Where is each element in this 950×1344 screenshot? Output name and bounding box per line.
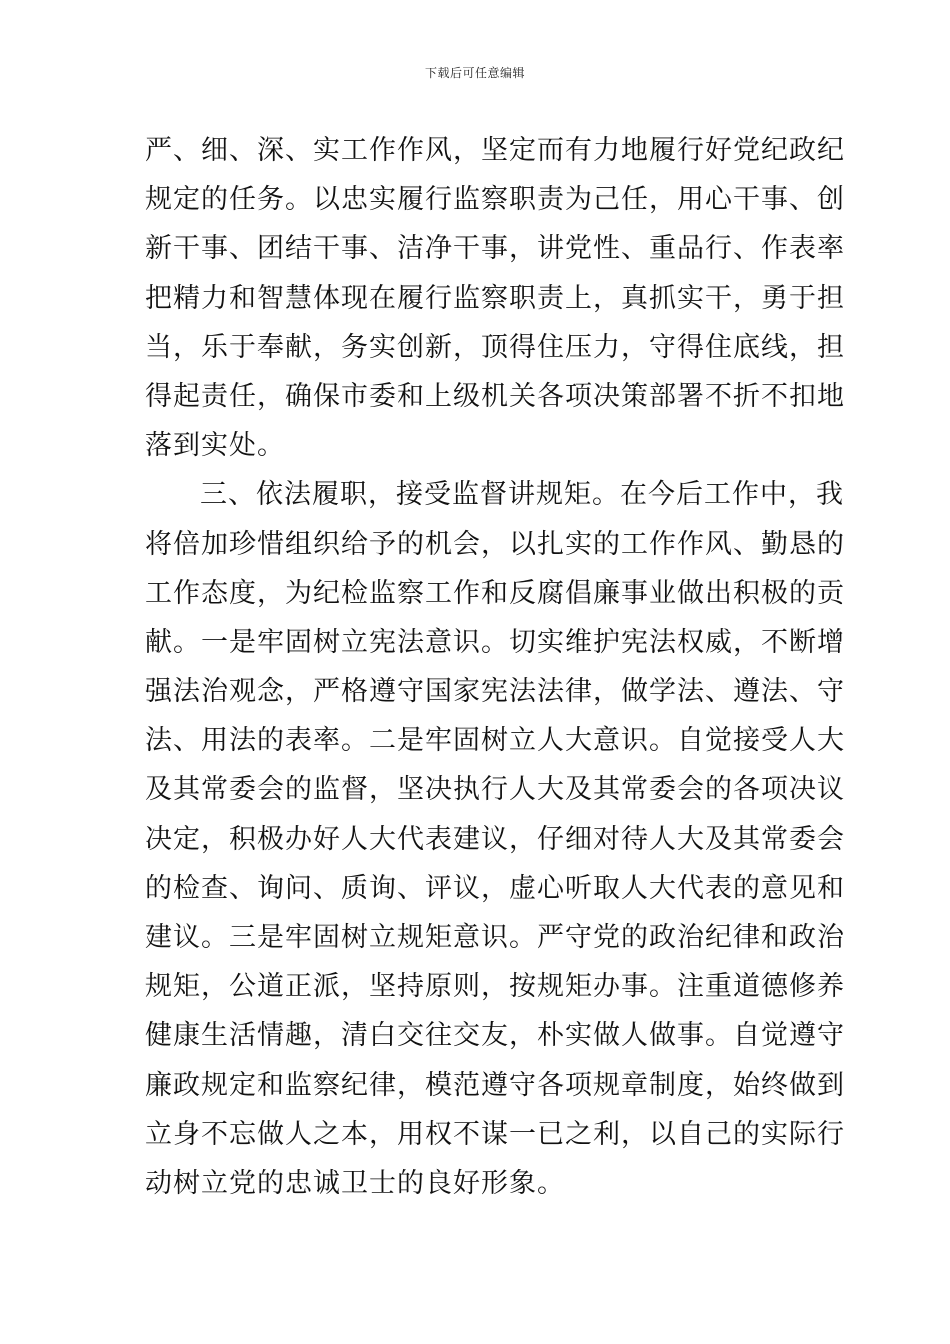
page-header: 下载后可任意编辑 <box>424 66 525 80</box>
text-line: 将倍加珍惜组织给予的机会，以扎实的工作作风、勤恳的 <box>145 528 845 560</box>
text-line: 规定的任务。以忠实履行监察职责为己任，用心干事、创 <box>145 184 845 216</box>
text-line: 决定，积极办好人大代表建议，仔细对待人大及其常委会 <box>145 823 845 855</box>
text-line: 建议。三是牢固树立规矩意识。严守党的政治纪律和政治 <box>145 922 845 953</box>
paragraph-2 <box>145 470 845 1208</box>
text-line: 动树立党的忠诚卫士的良好形象。 <box>145 1167 565 1199</box>
text-line: 健康生活情趣，清白交往交友，朴实做人做事。自觉遵守 <box>145 1020 845 1052</box>
text-line: 工作态度，为纪检监察工作和反腐倡廉事业做出积极的贡 <box>145 577 845 609</box>
document-body <box>145 126 845 1208</box>
text-line: 规矩，公道正派，坚持原则，按规矩办事。注重道德修养 <box>145 971 845 1003</box>
text-line: 新干事、团结干事、洁净干事，讲党性、重品行、作表率 <box>145 233 845 265</box>
text-line: 强法治观念，严格遵守国家宪法法律，做学法、遵法、守 <box>145 676 845 708</box>
text-line: 严、细、深、实工作作风，坚定而有力地履行好党纪政纪 <box>145 135 845 166</box>
text-line: 当，乐于奉献，务实创新，顶得住压力，守得住底线，担 <box>145 331 845 363</box>
paragraph-1 <box>145 126 845 470</box>
text-line: 及其常委会的监督，坚决执行人大及其常委会的各项决议 <box>145 774 845 806</box>
text-line: 廉政规定和监察纪律，模范遵守各项规章制度，始终做到 <box>145 1069 845 1101</box>
text-line: 把精力和智慧体现在履行监察职责上，真抓实干，勇于担 <box>145 282 845 314</box>
text-line: 的检查、询问、质询、评议，虚心听取人大代表的意见和 <box>145 872 845 904</box>
text-line: 立身不忘做人之本，用权不谋一已之利，以自己的实际行 <box>145 1118 845 1150</box>
text-line: 献。一是牢固树立宪法意识。切实维护宪法权威，不断增 <box>145 626 845 658</box>
text-line: 得起责任，确保市委和上级机关各项决策部署不折不扣地 <box>145 380 845 412</box>
text-line: 落到实处。 <box>145 430 285 462</box>
text-line: 三、依法履职，接受监督讲规矩。在今后工作中，我 <box>200 479 844 511</box>
text-line: 法、用法的表率。二是牢固树立人大意识。自觉接受人大 <box>145 725 845 757</box>
